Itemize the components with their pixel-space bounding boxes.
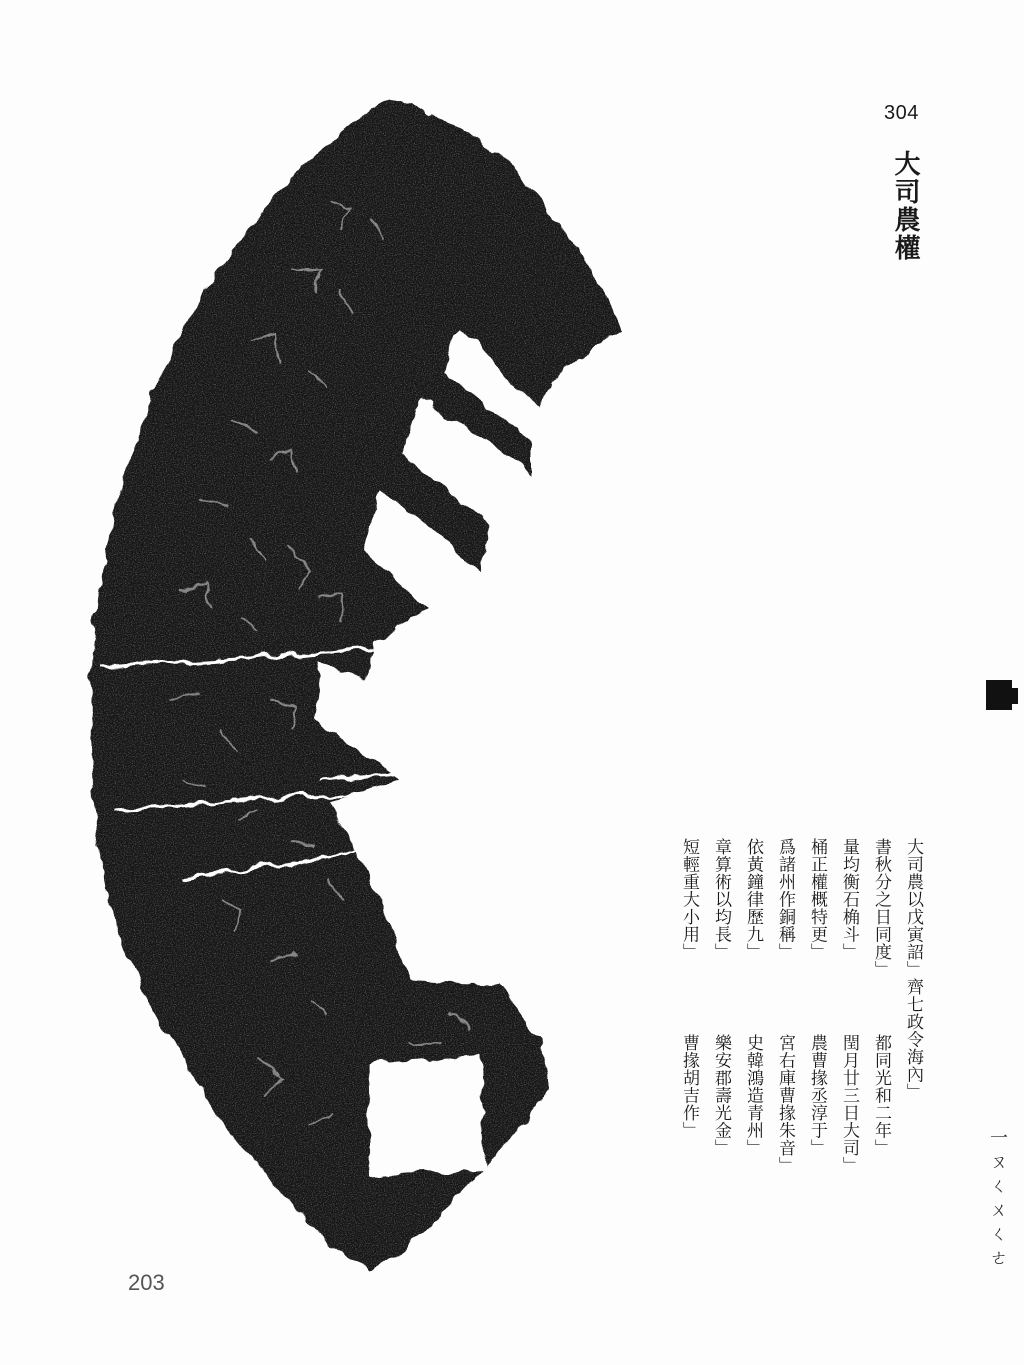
object-title: 大司農權: [890, 150, 920, 262]
transcription-column: 宮右庫曹掾朱音」: [775, 1034, 795, 1174]
page-number: 203: [128, 1270, 165, 1295]
transcription-column: 樂安郡壽光金」: [711, 1034, 731, 1157]
transcription-column: 爲諸州作銅稱」: [775, 838, 795, 961]
transcription-column: 依黃鐘律歷九」: [743, 838, 763, 961]
transcription-column: 量均衡石桷斗」: [839, 838, 859, 961]
transcription-column: 短輕重大小用」: [679, 838, 699, 961]
transcription-block: [668, 838, 926, 1198]
transcription-column: 農曹掾丞淳于」: [807, 1034, 827, 1157]
rubbing-image: [70, 80, 670, 1310]
running-side-text: 一ㄡㄑㄨㄑㄜ: [987, 1128, 1008, 1272]
transcription-column: 桶正權概特更」: [807, 838, 827, 961]
section-tab-marker: [986, 680, 1012, 710]
transcription-column: 大司農以戊寅詔」齊七政令海內」: [903, 838, 923, 1101]
transcription-column: 曹掾胡吉作」: [679, 1034, 699, 1139]
transcription-column: 章算術以均長」: [711, 838, 731, 961]
transcription-column: 閏月廿三日大司」: [839, 1034, 859, 1174]
transcription-column: 書秋分之日同度」: [871, 838, 891, 978]
catalog-number: 304: [884, 102, 919, 124]
transcription-column: 史韓鴻造青州」: [743, 1034, 763, 1157]
transcription-column: 都同光和二年」: [871, 1034, 891, 1157]
